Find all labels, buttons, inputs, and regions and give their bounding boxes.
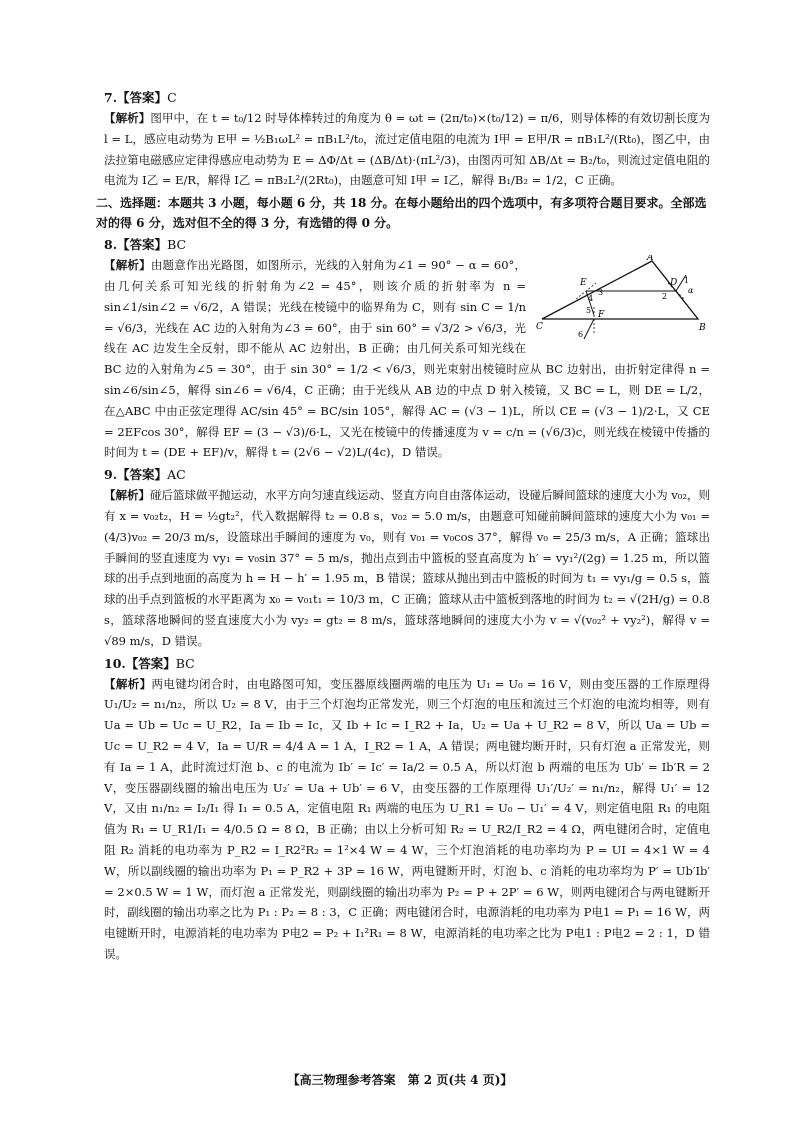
q7-answer	[104, 88, 710, 108]
q7-answer-tag: 7.【答案】	[104, 90, 168, 105]
q9-answer	[104, 465, 710, 485]
q9-answer-tag: 9.【答案】	[104, 467, 168, 483]
q8-answer-tag: 8.【答案】	[104, 237, 168, 253]
q9-analysis-text: 碰后篮球做平抛运动，水平方向匀速直线运动、竖直方向自由落体运动，设碰后瞬间篮球的速度大小为 v₀₂，则有 x = v₀₂t₂，H = ½gt₂²，代入数据解得 t₂ = 0.8 s，v₀₂ = 5.0 m/s，由题意可知碰前瞬间篮球的速度大小为 v₀₁ = (4/3)v₀₂ = 20/3 m/s，设篮球出手瞬间的速度为 v₀，则有 v₀₁ = v₀cos 37°，解得 v₀ = 25/3 m/s，A 正确；篮球出手瞬间的竖直速度为 vy₁ = v₀sin 37° = 5 m/s，抛出点到击中篮板的竖直高度为 h′ = vy₁²/(2g) = 1.25 m，所以篮球的出手点到地面的高度为 h = H − h′ = 1.95 m，B 错误；篮球从抛出到击中篮板的时间为 t₁ = vy₁/g = 0.5 s，篮球的出手点到篮板的水平距离为 x₀ = v₀₁t₁ = 10/3 m，C 正确；篮球从击中篮板到落地的时间为 t₂ = √(2H/g) = 0.8 s，篮球落地瞬间的竖直速度大小为 vy₂ = gt₂ = 8 m/s，篮球落地瞬间的速度大小为 v = √(v₀₂² + vy₂²)，解得 v = √89 m/s，D 错误。	[104, 488, 710, 648]
angle-2: 2	[662, 292, 668, 302]
label-d: D	[670, 278, 678, 289]
q7-analysis-text: 图甲中，在 t = t₀/12 时导体棒转过的角度为 θ = ωt = (2π/t₀)×(t₀/12) = π/6，则导体棒的有效切割长度为 l = L，感应电动势为 E甲 = ½B₁ωL² = πB₁L²/t₀，流过定值电阻的电流为 I甲 = E甲/R = πB₁L²/(Rt₀)，图乙中，由法拉第电磁感应定律得感应电动势为 E = ΔΦ/Δt = (ΔB/Δt)·(πL²/3)，由图丙可知 ΔB/Δt = B₂/t₀，则流过定值电阻的电流为 I乙 = E/R，解得 I乙 = πB₂L²/(2Rt₀)，由题意可知 I甲 = I乙，解得 B₁/B₂ = 1/2，C 正确。	[104, 111, 711, 188]
page-footer: 【高三物理参考答案 第 2 页(共 4 页)】	[287, 1073, 513, 1087]
q10-analysis-text: 两电键均闭合时，由电路图可知，变压器原线圈两端的电压为 U₁ = U₀ = 16 V，则由变压器的工作原理得 U₁/U₂ = n₁/n₂，所以 U₂ = 8 V，由于三个灯泡均正常发光，则三个灯泡的电压和流过三个灯泡的电流均相等，则有 Ua = Ub = Uc = U_R2，Ia = Ib = Ic，又 Ib + Ic = I_R2 + Ia，U₂ = Ua + U_R2 = 8 V，所以 Ua = Ub = Uc = U_R2 = 4 V，Ia = U/R = 4/4 A = 1 A，I_R2 = 1 A，A 错误；两电键均断开时，只有灯泡 a 正常发光，则有 Ia = 1 A，此时流过灯泡 b、c 的电流为 Ib′ = Ic′ = Ia/2 = 0.5 A，所以灯泡 b 两端的电压为 Ub′ = Ib′R = 2 V，变压器副线圈的输出电压为 U₂′ = Ua + Ub′ = 6 V，由变压器的工作原理得 U₁′/U₂′ = n₁/n₂，解得 U₁′ = 12 V，又由 n₁/n₂ = I₂/I₁ 得 I₁ = 0.5 A，定值电阻 R₁ 两端的电压为 U_R1 = U₀ − U₁′ = 4 V，则定值电阻 R₁ 的电阻值为 R₁ = U_R1/I₁ = 4/0.5 Ω = 8 Ω，B 正确；由以上分析可知 R₂ = U_R2/I_R2 = 4 Ω，两电键闭合时，定值电阻 R₂ 消耗的电功率为 P_R2 = I_R2²R₂ = 1²×4 W = 4 W，三个灯泡消耗的电功率均为 P = UI = 4×1 W = 4 W，所以副线圈的输出功率为 P₁ = P_R2 + 3P = 16 W，两电键断开时，灯泡 b、c 消耗的电功率均为 P′ = Ub′Ib′ = 2×0.5 W = 1 W，而灯泡 a 正常发光，则副线圈的输出功率为 P₂ = P + 2P′ = 6 W，则两电键闭合与两电键断开时，副线圈的输出功率之比为 P₁ : P₂ = 8 : 3，C 正确；两电键闭合时，电源消耗的电功率为 P电1 = P₁ = 16 W，两电键断开时，电源消耗的电功率为 P电2 = P₂ + I₁²R₁ = 8 W，电源消耗的电功率之比为 P电1 : P电2 = 2 : 1，D 错误。	[104, 676, 710, 961]
q7-analysis	[104, 108, 710, 191]
label-f: F	[598, 310, 605, 321]
angle-alpha: α	[688, 286, 694, 296]
q10-answer-value: BC	[175, 655, 195, 671]
prism-diagram	[536, 255, 710, 347]
label-e: E	[580, 278, 587, 289]
angle-4: 4	[588, 294, 594, 304]
q10-answer-tag: 10.【答案】	[104, 655, 176, 671]
q9-analysis-tag: 【解析】	[104, 488, 151, 503]
prism-figure-svg	[536, 255, 710, 347]
q8-analysis	[104, 255, 710, 463]
angle-3: 3	[598, 288, 604, 298]
content-column	[96, 86, 711, 965]
q8-analysis-text: 由题意作出光路图，如图所示，光线的入射角为∠1 = 90° − α = 60°，由几何关系可知光线的折射角为∠2 = 45°，则该介质的折射率为 n = sin∠1/sin∠2 = √6/2，A 错误；光线在棱镜中的临界角为 C，则有 sin C = 1/n = √6/3，光线在 AC 边的入射角为∠3 = 60°，由于 sin 60° = √3/2 > √6/3，光线在 AC 边发生全反射，即不能从 AC 边射出，B 正确；由几何关系可知光线在 BC 边的入射角为∠5 = 30°，由于 sin 30° = 1/2 < √6/3，则光束射出棱镜时应从 BC 边射出，由折射定律得 n = sin∠6/sin∠5，解得 sin∠6 = √6/4，C 正确；由于光线从 AB 边的中点 D 射入棱镜，又 BC = L，则 DE = L/2，在△ABC 中由正弦定理得 AC/sin 45° = BC/sin 105°，解得 AC = (√3 − 1)L，所以 CE = (√3 − 1)/2·L，又 CE = 2EFcos 30°，解得 EF = (3 − √3)/6·L，又光在棱镜中的传播速度为 v = c/n = (√6/3)c，则光线在棱镜中传播的时间为 t = (DE + EF)/v，解得 t = (2√6 − √2)L/(4c)，D 错误。	[104, 258, 710, 460]
label-a: A	[647, 255, 654, 264]
q7-analysis-tag: 【解析】	[104, 111, 151, 125]
section-2-heading: 二、选择题：本题共 3 小题，每小题 6 分，共 18 分。在每小题给出的四个选项中，有多项符合题目要求。全部选对的得 6 分，选对但不全的得 3 分，有选错的得 0 分。	[96, 196, 707, 231]
q9-analysis	[104, 485, 710, 651]
ray-out	[584, 319, 594, 339]
label-b: B	[699, 323, 706, 334]
q10-answer	[104, 654, 710, 674]
q7-answer-value: C	[167, 90, 177, 105]
angle-6: 6	[578, 330, 584, 340]
q9-answer-value: AC	[167, 467, 186, 483]
q8-analysis-tag: 【解析】	[104, 258, 151, 273]
q8-answer	[104, 235, 710, 255]
q10-analysis-tag: 【解析】	[104, 676, 152, 691]
q10-analysis	[104, 674, 710, 965]
angle-5: 5	[586, 306, 592, 316]
angle-1: 1	[684, 276, 690, 286]
q8-answer-value: BC	[167, 237, 187, 253]
label-c: C	[536, 322, 543, 333]
